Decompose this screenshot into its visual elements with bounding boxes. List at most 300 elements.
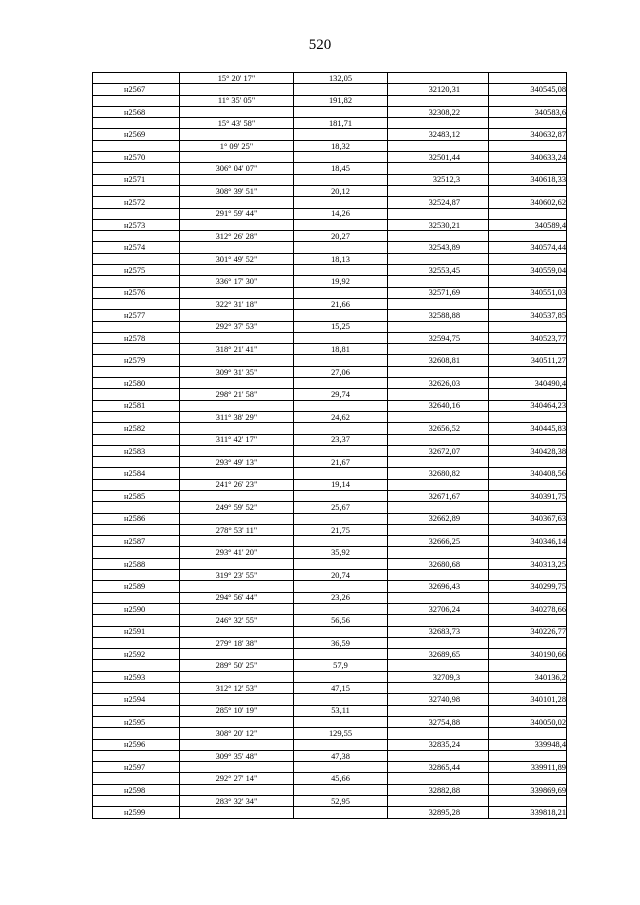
point-cell <box>93 73 180 84</box>
x-cell: 32594,75 <box>388 332 489 343</box>
point-cell <box>93 660 180 671</box>
x-cell: 32571,69 <box>388 287 489 298</box>
distance-cell <box>294 423 388 434</box>
angle-cell <box>180 219 294 230</box>
y-cell <box>489 524 567 535</box>
angle-cell <box>180 310 294 321</box>
x-cell: 32501,44 <box>388 152 489 163</box>
point-cell <box>93 95 180 106</box>
x-cell <box>388 163 489 174</box>
point-row <box>93 536 567 547</box>
y-cell: 340490,4 <box>489 378 567 389</box>
point-cell: н2575 <box>93 265 180 276</box>
point-cell <box>93 208 180 219</box>
point-cell <box>93 728 180 739</box>
y-cell <box>489 366 567 377</box>
x-cell: 32895,28 <box>388 807 489 818</box>
x-cell: 32626,03 <box>388 378 489 389</box>
distance-cell: 29,74 <box>294 389 388 400</box>
angle-cell: 279° 18' 38" <box>180 637 294 648</box>
distance-cell <box>294 378 388 389</box>
distance-cell: 21,66 <box>294 298 388 309</box>
segment-row <box>93 298 567 309</box>
point-row <box>93 129 567 140</box>
point-cell: н2583 <box>93 445 180 456</box>
point-cell: н2584 <box>93 468 180 479</box>
point-row <box>93 400 567 411</box>
x-cell <box>388 570 489 581</box>
point-row <box>93 694 567 705</box>
distance-cell <box>294 106 388 117</box>
x-cell <box>388 750 489 761</box>
page-number: 520 <box>308 37 332 53</box>
segment-row <box>93 750 567 761</box>
point-row <box>93 174 567 185</box>
angle-cell: 298° 21' 58" <box>180 389 294 400</box>
segment-row <box>93 411 567 422</box>
point-cell: н2591 <box>93 626 180 637</box>
x-cell <box>388 502 489 513</box>
point-cell: н2597 <box>93 762 180 773</box>
point-cell: н2581 <box>93 400 180 411</box>
x-cell <box>388 773 489 784</box>
segment-row <box>93 118 567 129</box>
x-cell: 32553,45 <box>388 265 489 276</box>
angle-cell <box>180 84 294 95</box>
point-cell: н2580 <box>93 378 180 389</box>
point-cell <box>93 185 180 196</box>
segment-row <box>93 253 567 264</box>
angle-cell: 289° 50' 25" <box>180 660 294 671</box>
point-row <box>93 762 567 773</box>
x-cell <box>388 683 489 694</box>
point-row <box>93 603 567 614</box>
y-cell <box>489 185 567 196</box>
angle-cell: 15° 20' 17" <box>180 73 294 84</box>
x-cell: 32120,31 <box>388 84 489 95</box>
angle-cell: 293° 49' 13" <box>180 457 294 468</box>
point-cell: н2589 <box>93 581 180 592</box>
point-cell: н2599 <box>93 807 180 818</box>
angle-cell <box>180 287 294 298</box>
x-cell: 32512,3 <box>388 174 489 185</box>
angle-cell <box>180 106 294 117</box>
distance-cell: 24,62 <box>294 411 388 422</box>
angle-cell: 318° 21' 41" <box>180 344 294 355</box>
distance-cell: 36,59 <box>294 637 388 648</box>
point-cell <box>93 479 180 490</box>
segment-row <box>93 728 567 739</box>
point-cell: н2569 <box>93 129 180 140</box>
segment-row <box>93 796 567 807</box>
distance-cell: 191,82 <box>294 95 388 106</box>
distance-cell <box>294 490 388 501</box>
distance-cell: 20,74 <box>294 570 388 581</box>
x-cell <box>388 208 489 219</box>
point-cell <box>93 366 180 377</box>
segment-row <box>93 73 567 84</box>
point-row <box>93 242 567 253</box>
point-cell: н2568 <box>93 106 180 117</box>
x-cell <box>388 185 489 196</box>
angle-cell <box>180 513 294 524</box>
angle-cell <box>180 581 294 592</box>
x-cell <box>388 705 489 716</box>
x-cell: 32680,68 <box>388 558 489 569</box>
x-cell <box>388 73 489 84</box>
x-cell: 32709,3 <box>388 671 489 682</box>
point-cell: н2590 <box>93 603 180 614</box>
distance-cell <box>294 671 388 682</box>
y-cell <box>489 208 567 219</box>
distance-cell: 27,06 <box>294 366 388 377</box>
point-row <box>93 84 567 95</box>
angle-cell: 319° 23' 55" <box>180 570 294 581</box>
y-cell: 339948,4 <box>489 739 567 750</box>
angle-cell: 241° 26' 23" <box>180 479 294 490</box>
point-cell: н2594 <box>93 694 180 705</box>
point-row <box>93 197 567 208</box>
y-cell <box>489 73 567 84</box>
angle-cell: 292° 27' 14" <box>180 773 294 784</box>
angle-cell <box>180 762 294 773</box>
point-row <box>93 581 567 592</box>
y-cell <box>489 728 567 739</box>
y-cell <box>489 231 567 242</box>
x-cell <box>388 547 489 558</box>
segment-row <box>93 570 567 581</box>
y-cell: 340101,28 <box>489 694 567 705</box>
distance-cell: 19,92 <box>294 276 388 287</box>
point-cell: н2567 <box>93 84 180 95</box>
x-cell <box>388 231 489 242</box>
angle-cell: 301° 49' 52" <box>180 253 294 264</box>
x-cell: 32662,89 <box>388 513 489 524</box>
angle-cell: 308° 39' 51" <box>180 185 294 196</box>
point-cell <box>93 321 180 332</box>
y-cell <box>489 321 567 332</box>
distance-cell: 181,71 <box>294 118 388 129</box>
point-cell <box>93 231 180 242</box>
distance-cell: 15,25 <box>294 321 388 332</box>
angle-cell <box>180 355 294 366</box>
distance-cell <box>294 784 388 795</box>
angle-cell <box>180 152 294 163</box>
point-row <box>93 378 567 389</box>
distance-cell <box>294 287 388 298</box>
distance-cell <box>294 174 388 185</box>
point-cell <box>93 118 180 129</box>
x-cell <box>388 592 489 603</box>
distance-cell: 132,05 <box>294 73 388 84</box>
x-cell <box>388 298 489 309</box>
distance-cell <box>294 332 388 343</box>
point-row <box>93 287 567 298</box>
y-cell: 340367,63 <box>489 513 567 524</box>
point-cell <box>93 524 180 535</box>
point-row <box>93 739 567 750</box>
y-cell: 340632,87 <box>489 129 567 140</box>
distance-cell <box>294 716 388 727</box>
segment-row <box>93 637 567 648</box>
angle-cell: 311° 42' 17" <box>180 434 294 445</box>
y-cell: 340190,66 <box>489 649 567 660</box>
segment-row <box>93 276 567 287</box>
point-cell: н2576 <box>93 287 180 298</box>
x-cell: 32666,25 <box>388 536 489 547</box>
distance-cell: 14,26 <box>294 208 388 219</box>
segment-row <box>93 231 567 242</box>
y-cell <box>489 683 567 694</box>
x-cell <box>388 321 489 332</box>
angle-cell: 311° 38' 29" <box>180 411 294 422</box>
y-cell: 340346,14 <box>489 536 567 547</box>
x-cell: 32656,52 <box>388 423 489 434</box>
x-cell <box>388 95 489 106</box>
distance-cell <box>294 694 388 705</box>
angle-cell <box>180 332 294 343</box>
segment-row <box>93 660 567 671</box>
angle-cell <box>180 265 294 276</box>
point-cell <box>93 683 180 694</box>
y-cell <box>489 389 567 400</box>
angle-cell <box>180 490 294 501</box>
distance-cell <box>294 84 388 95</box>
angle-cell: 294° 56' 44" <box>180 592 294 603</box>
point-cell <box>93 344 180 355</box>
distance-cell: 47,15 <box>294 683 388 694</box>
point-row <box>93 558 567 569</box>
y-cell <box>489 750 567 761</box>
distance-cell: 47,38 <box>294 750 388 761</box>
angle-cell <box>180 423 294 434</box>
x-cell: 32608,81 <box>388 355 489 366</box>
y-cell: 340633,24 <box>489 152 567 163</box>
segment-row <box>93 773 567 784</box>
angle-cell <box>180 242 294 253</box>
y-cell: 340574,44 <box>489 242 567 253</box>
distance-cell <box>294 603 388 614</box>
angle-cell: 249° 59' 52" <box>180 502 294 513</box>
x-cell: 32671,67 <box>388 490 489 501</box>
angle-cell: 293° 41' 20" <box>180 547 294 558</box>
point-cell: н2592 <box>93 649 180 660</box>
distance-cell: 19,14 <box>294 479 388 490</box>
point-cell: н2570 <box>93 152 180 163</box>
y-cell <box>489 344 567 355</box>
distance-cell <box>294 581 388 592</box>
angle-cell <box>180 626 294 637</box>
angle-cell <box>180 739 294 750</box>
x-cell: 32640,16 <box>388 400 489 411</box>
distance-cell: 35,92 <box>294 547 388 558</box>
distance-cell <box>294 445 388 456</box>
segment-row <box>93 457 567 468</box>
point-row <box>93 152 567 163</box>
point-row <box>93 355 567 366</box>
distance-cell: 45,66 <box>294 773 388 784</box>
angle-cell: 312° 12' 53" <box>180 683 294 694</box>
distance-cell <box>294 468 388 479</box>
x-cell: 32588,88 <box>388 310 489 321</box>
segment-row <box>93 366 567 377</box>
distance-cell <box>294 355 388 366</box>
x-cell: 32689,65 <box>388 649 489 660</box>
angle-cell: 285° 10' 19" <box>180 705 294 716</box>
x-cell: 32308,22 <box>388 106 489 117</box>
distance-cell <box>294 219 388 230</box>
distance-cell: 18,32 <box>294 140 388 151</box>
y-cell <box>489 140 567 151</box>
distance-cell: 20,27 <box>294 231 388 242</box>
y-cell: 340618,33 <box>489 174 567 185</box>
angle-cell: 322° 31' 18" <box>180 298 294 309</box>
y-cell <box>489 773 567 784</box>
y-cell <box>489 660 567 671</box>
y-cell <box>489 705 567 716</box>
x-cell <box>388 524 489 535</box>
x-cell <box>388 728 489 739</box>
point-cell <box>93 434 180 445</box>
angle-cell <box>180 671 294 682</box>
point-cell <box>93 547 180 558</box>
distance-cell: 56,56 <box>294 615 388 626</box>
point-cell: н2595 <box>93 716 180 727</box>
x-cell <box>388 479 489 490</box>
x-cell: 32835,24 <box>388 739 489 750</box>
distance-cell: 21,75 <box>294 524 388 535</box>
distance-cell <box>294 558 388 569</box>
segment-row <box>93 185 567 196</box>
point-cell <box>93 637 180 648</box>
point-row <box>93 671 567 682</box>
angle-cell: 246° 32' 55" <box>180 615 294 626</box>
point-row <box>93 513 567 524</box>
y-cell <box>489 434 567 445</box>
point-row <box>93 807 567 818</box>
angle-cell: 308° 20' 12" <box>180 728 294 739</box>
angle-cell <box>180 716 294 727</box>
angle-cell <box>180 197 294 208</box>
y-cell: 340136,2 <box>489 671 567 682</box>
y-cell <box>489 615 567 626</box>
angle-cell: 309° 31' 35" <box>180 366 294 377</box>
distance-cell: 23,37 <box>294 434 388 445</box>
angle-cell <box>180 174 294 185</box>
point-cell: н2593 <box>93 671 180 682</box>
y-cell <box>489 502 567 513</box>
distance-cell <box>294 536 388 547</box>
y-cell <box>489 570 567 581</box>
x-cell <box>388 253 489 264</box>
distance-cell <box>294 152 388 163</box>
segment-row <box>93 615 567 626</box>
angle-cell: 15° 43' 58" <box>180 118 294 129</box>
distance-cell <box>294 626 388 637</box>
point-cell <box>93 750 180 761</box>
distance-cell: 20,12 <box>294 185 388 196</box>
distance-cell <box>294 649 388 660</box>
angle-cell <box>180 129 294 140</box>
angle-cell <box>180 694 294 705</box>
angle-cell: 291° 59' 44" <box>180 208 294 219</box>
point-cell: н2571 <box>93 174 180 185</box>
distance-cell <box>294 807 388 818</box>
point-cell: н2574 <box>93 242 180 253</box>
angle-cell: 306° 04' 07" <box>180 163 294 174</box>
point-cell <box>93 411 180 422</box>
point-cell <box>93 163 180 174</box>
distance-cell: 129,55 <box>294 728 388 739</box>
point-row <box>93 106 567 117</box>
y-cell <box>489 163 567 174</box>
coordinates-table <box>92 72 567 819</box>
segment-row <box>93 140 567 151</box>
segment-row <box>93 705 567 716</box>
y-cell: 340602,62 <box>489 197 567 208</box>
point-cell: н2586 <box>93 513 180 524</box>
x-cell <box>388 389 489 400</box>
x-cell <box>388 366 489 377</box>
distance-cell: 25,67 <box>294 502 388 513</box>
segment-row <box>93 524 567 535</box>
point-row <box>93 423 567 434</box>
distance-cell: 53,11 <box>294 705 388 716</box>
point-row <box>93 649 567 660</box>
point-row <box>93 265 567 276</box>
y-cell: 340589,4 <box>489 219 567 230</box>
x-cell <box>388 615 489 626</box>
x-cell: 32672,07 <box>388 445 489 456</box>
angle-cell: 1° 09' 25" <box>180 140 294 151</box>
point-cell <box>93 705 180 716</box>
angle-cell <box>180 445 294 456</box>
y-cell <box>489 118 567 129</box>
y-cell: 340391,75 <box>489 490 567 501</box>
y-cell: 340551,03 <box>489 287 567 298</box>
angle-cell: 11° 35' 05" <box>180 95 294 106</box>
point-row <box>93 310 567 321</box>
point-cell: н2587 <box>93 536 180 547</box>
y-cell: 339911,89 <box>489 762 567 773</box>
table-body <box>93 73 567 819</box>
x-cell <box>388 660 489 671</box>
angle-cell <box>180 603 294 614</box>
distance-cell: 52,95 <box>294 796 388 807</box>
point-cell: н2598 <box>93 784 180 795</box>
y-cell: 340313,25 <box>489 558 567 569</box>
angle-cell: 336° 17' 30" <box>180 276 294 287</box>
distance-cell <box>294 400 388 411</box>
angle-cell <box>180 807 294 818</box>
point-cell <box>93 502 180 513</box>
y-cell: 339818,21 <box>489 807 567 818</box>
point-row <box>93 219 567 230</box>
x-cell: 32683,73 <box>388 626 489 637</box>
x-cell: 32754,88 <box>388 716 489 727</box>
y-cell <box>489 411 567 422</box>
point-cell: н2573 <box>93 219 180 230</box>
point-cell <box>93 570 180 581</box>
distance-cell: 21,67 <box>294 457 388 468</box>
point-cell <box>93 389 180 400</box>
angle-cell <box>180 468 294 479</box>
point-cell: н2578 <box>93 332 180 343</box>
distance-cell <box>294 242 388 253</box>
segment-row <box>93 683 567 694</box>
y-cell <box>489 253 567 264</box>
y-cell <box>489 276 567 287</box>
